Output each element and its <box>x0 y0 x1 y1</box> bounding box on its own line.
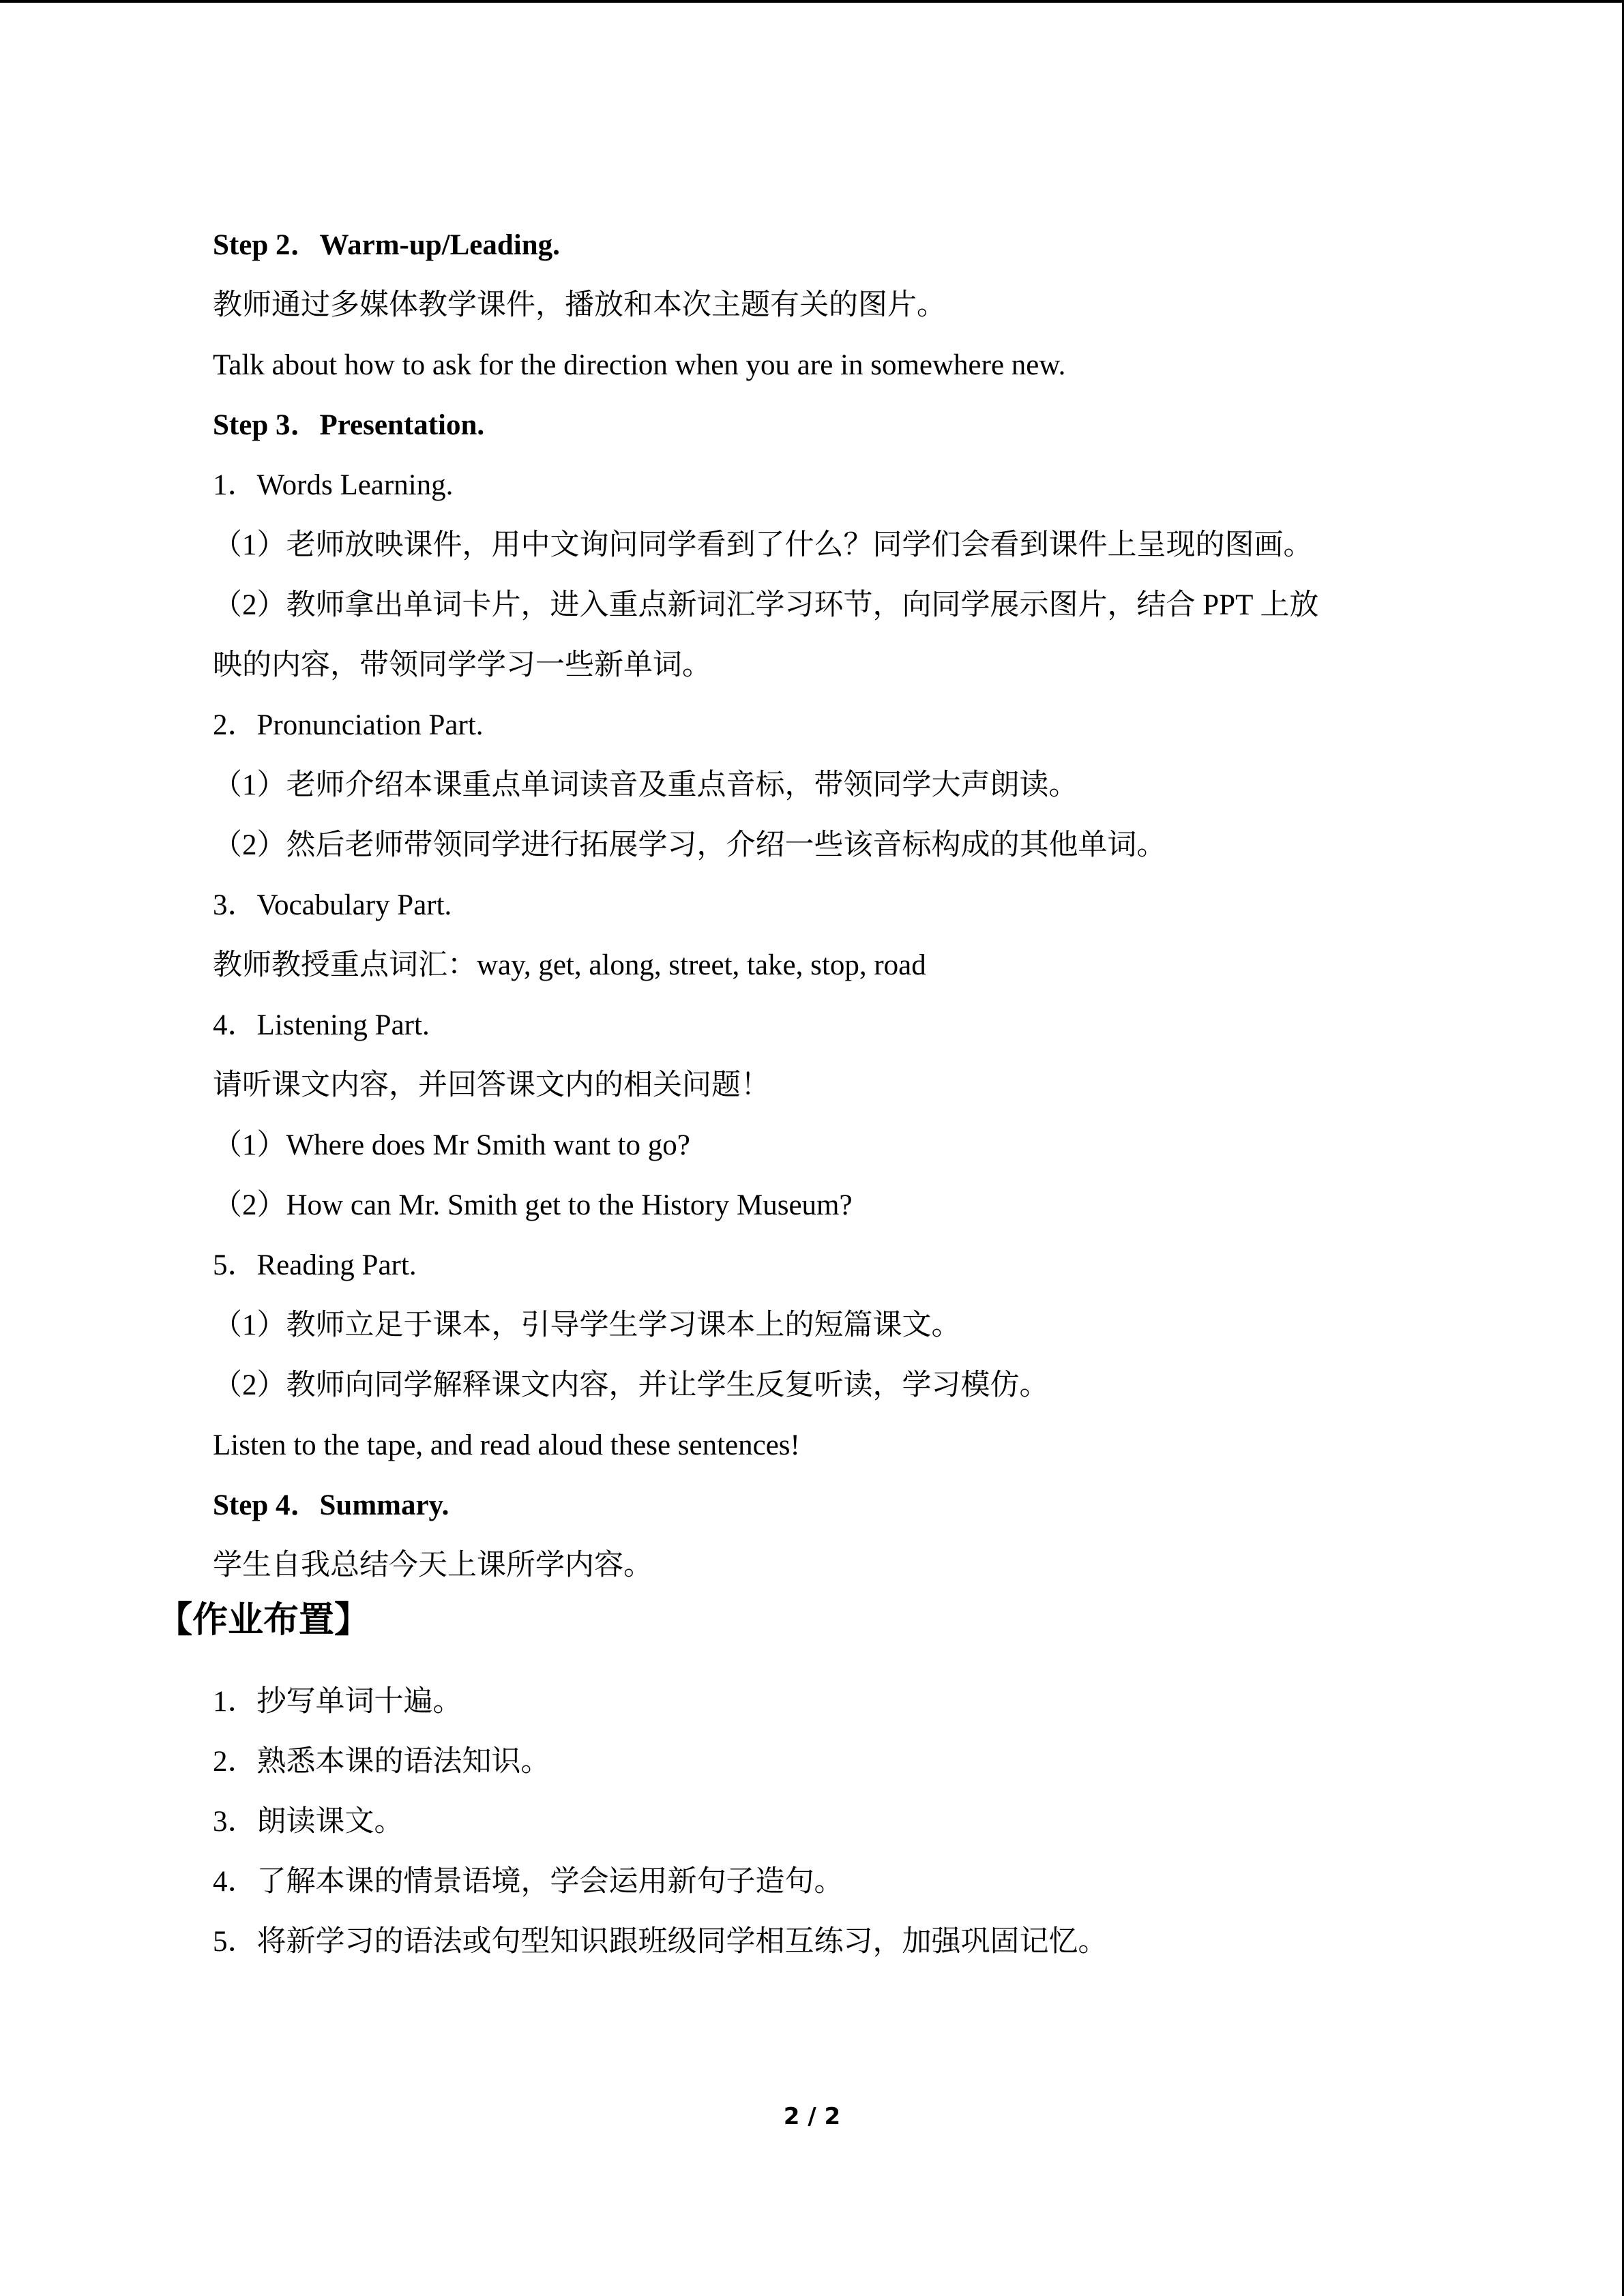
question: （1）Where does Mr Smith want to go? <box>213 1129 690 1161</box>
paragraph: Talk about how to ask for the direction when you are in somewhere new. <box>213 349 1066 381</box>
homework-list <box>213 1672 1495 1972</box>
paragraph: Listen to the tape, and read aloud these sentences! <box>213 1429 800 1461</box>
paragraph: 教师通过多媒体教学课件，播放和本次主题有关的图片。 <box>213 289 946 321</box>
paragraph: （1）老师放映课件，用中文询问同学看到了什么？同学们会看到课件上呈现的图画。 <box>213 529 1313 561</box>
paragraph: （2）教师向同学解释课文内容，并让学生反复听读，学习模仿。 <box>213 1369 1049 1401</box>
subheading-listening: 4．Listening Part. <box>213 1009 430 1041</box>
paragraph: （1）老师介绍本课重点单词读音及重点音标，带领同学大声朗读。 <box>213 769 1078 801</box>
homework-item: 4．了解本课的情景语境，学会运用新句子造句。 <box>213 1866 844 1898</box>
question: （2）How can Mr. Smith get to the History Museum? <box>213 1189 853 1221</box>
homework-item: 5．将新学习的语法或句型知识跟班级同学相互练习，加强巩固记忆。 <box>213 1926 1108 1958</box>
paragraph: 映的内容，带领同学学习一些新单词。 <box>213 649 711 681</box>
step-4-heading: Step 4．Summary. <box>213 1489 449 1521</box>
subheading-reading: 5．Reading Part. <box>213 1249 417 1281</box>
homework-heading: 【作业布置】 <box>157 1600 370 1641</box>
paragraph: 请听课文内容，并回答课文内的相关问题！ <box>213 1069 770 1101</box>
paragraph: （1）教师立足于课本，引导学生学习课本上的短篇课文。 <box>213 1309 961 1341</box>
homework-item: 3．朗读课文。 <box>213 1806 404 1838</box>
subheading-words-learning: 1．Words Learning. <box>213 469 454 501</box>
homework-item: 1．抄写单词十遍。 <box>213 1686 462 1718</box>
step-3-heading: Step 3．Presentation. <box>213 409 485 441</box>
homework-item: 2．熟悉本课的语法知识。 <box>213 1746 550 1778</box>
page-number: 2 / 2 <box>783 2103 841 2130</box>
subheading-vocabulary: 3．Vocabulary Part. <box>213 889 452 921</box>
paragraph: （2）教师拿出单词卡片，进入重点新词汇学习环节，向同学展示图片，结合 PPT 上放 <box>213 589 1319 621</box>
subheading-pronunciation: 2．Pronunciation Part. <box>213 709 484 741</box>
paragraph: 学生自我总结今天上课所学内容。 <box>213 1549 653 1581</box>
paragraph: 教师教授重点词汇：way, get, along, street, take, stop, road <box>213 949 926 981</box>
step-2-heading: Step 2．Warm-up/Leading. <box>213 229 560 261</box>
paragraph: （2）然后老师带领同学进行拓展学习，介绍一些该音标构成的其他单词。 <box>213 829 1166 861</box>
lesson-body <box>213 215 1495 1596</box>
page-top-border <box>0 0 1624 3</box>
